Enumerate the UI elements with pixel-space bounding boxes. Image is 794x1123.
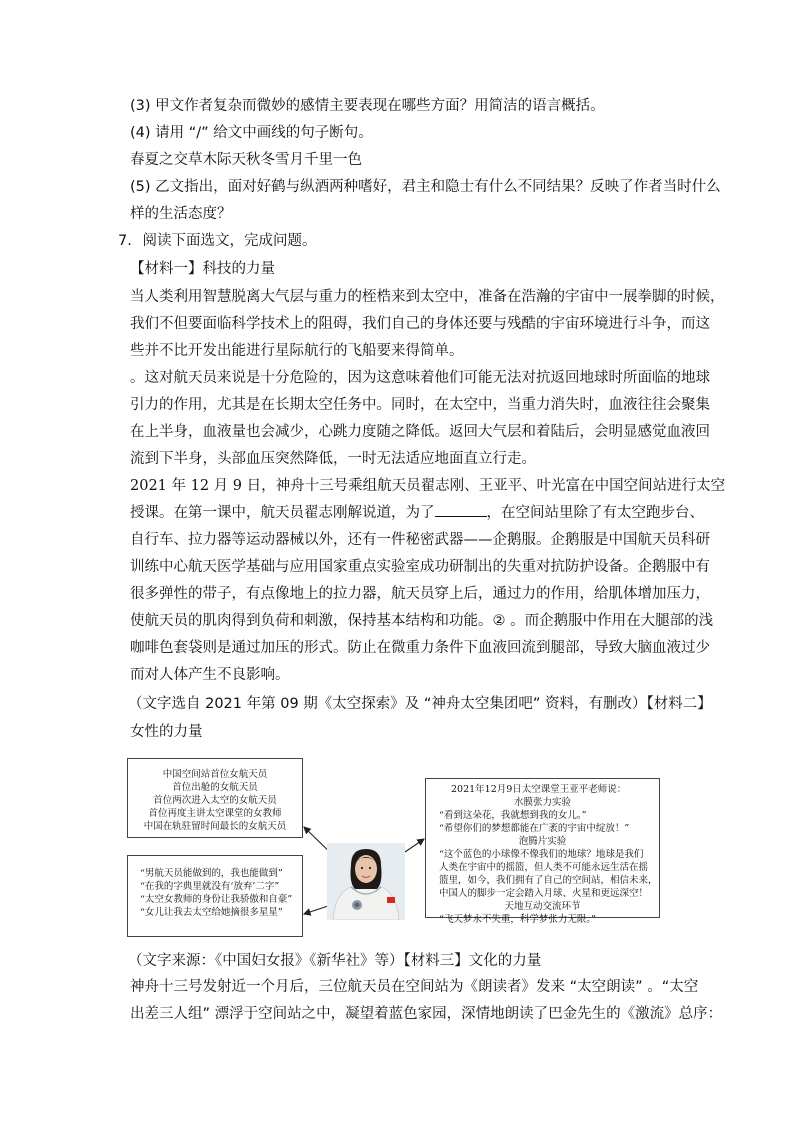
experiment-quote: “飞天梦永不失重，科学梦张力无限。” [439, 914, 596, 925]
experiment-title-3: 天地互动交流环节 [504, 901, 581, 912]
material-2-title: 女性的力量 [130, 724, 203, 740]
title-item: 首位两次进入太空的女航天员 [153, 795, 277, 806]
paragraph-2-line-4: 流到下半身，头部血压突然降低，一时无法适应地面直立行走。 [130, 451, 536, 467]
paragraph-4-line-1: 神舟十三号发射近一个月后，三位航天员在空间站为《朗读者》发来 “太空朗读” 。“太空 [130, 979, 699, 995]
quote-item: “男航天员能做到的，我也能做到” [140, 868, 283, 879]
astronaut-portrait-icon [327, 843, 405, 920]
material-1-title: 【材料一】科技的力量 [130, 261, 275, 277]
experiment-title-1: 水膜张力实验 [513, 797, 571, 808]
paragraph-3-line-5: 很多弹性的带子，有点像地上的拉力器，航天员穿上后，通过力的作用，给肌体增加压力， [130, 586, 710, 602]
quote-item: “女儿让我去太空给她摘很多星星” [140, 907, 283, 918]
experiment-quote: 中国人的脚步一定会踏入月球、火星和更远深空！ [439, 888, 649, 899]
paragraph-3-line-6: 使航天员的肌肉得到负荷和刺激，保持基本结构和功能。② 。而企鹅服中作用在大腿部的浅 [130, 613, 714, 629]
paragraph-2-line-3: 在上半身，血液量也会减少，心跳力度随之降低。返回大气层和着陆后，会明显感觉血液回 [130, 424, 710, 440]
paragraph-2-line-2: 引力的作用，尤其是在长期太空任务中。同时，在太空中，当重力消失时，血液往往会聚集 [130, 397, 710, 413]
experiment-quote: “希望你们的梦想都能在广袤的宇宙中绽放！” [439, 823, 630, 834]
title-item: 中国空间站首位女航天员 [162, 769, 268, 780]
title-item: 中国在轨驻留时间最长的女航天员 [143, 821, 287, 832]
question-4: (4) 请用 “/” 给文中画线的句子断句。 [130, 125, 373, 141]
title-item: 首位出舱的女航天员 [172, 782, 258, 793]
paragraph-3-line-8: 而对人体产生不良影响。 [130, 667, 290, 683]
quote-item: “在我的字典里就没有‘放弃’二字” [140, 881, 280, 892]
space-class-header: 2021年12月9日太空课堂王亚平老师说： [451, 784, 627, 795]
paragraph-3-line-1: 2021 年 12 月 9 日，神舟十三号乘组航天员翟志刚、王亚平、叶光富在中国空间站进行太空 [130, 478, 726, 494]
paragraph-3-line-4: 训练中心航天医学基础与应用国家重点实验室成功研制出的失重对抗防护设备。企鹅服中有 [130, 559, 710, 575]
paragraph-3-line-7: 咖啡色套袋则是通过加压的形式。防止在微重力条件下血液回流到腿部，导致大脑血液过少 [130, 640, 710, 656]
title-item: 首位再度主讲太空课堂的女教师 [148, 808, 282, 819]
question-5-line-1: (5) 乙文指出，面对好鹤与纵酒两种嗜好，君主和隐士有什么不同结果？反映了作者当时什么 [130, 179, 721, 195]
paragraph-3-line-3: 自行车、拉力器等运动器械以外，还有一件秘密武器——企鹅服。企鹅服是中国航天员科研 [130, 532, 710, 548]
paragraph-4-line-2: 出差三人组” 漂浮于空间站之中，凝望着蓝色家园，深情地朗读了巴金先生的《激流》总序： [130, 1006, 723, 1022]
experiment-quote: 篮里，如今，我们拥有了自己的空间站，相信未来， [439, 875, 658, 886]
paragraph-1-line-2: 我们不但要面临科学技术上的阻碍，我们自己的身体还要与残酷的宇宙环境进行斗争，而这 [130, 316, 710, 332]
paragraph-1-line-3: 些并不比开发出能进行星际航行的飞船要来得简单。 [130, 343, 464, 359]
source-note-1: （文字选自 2021 年第 09 期《太空探索》及 “神舟太空集团吧” 资料，有删改）【材料二】 [128, 696, 712, 712]
question-4-sentence: 春夏之交草木际天秋冬雪月千里一色 [130, 152, 362, 168]
paragraph-3-line-2-end: ，在空间站里除了有太空跑步台、 [486, 505, 704, 521]
source-note-2: （文字来源：《中国妇女报》《新华社》等）【材料三】文化的力量 [128, 953, 542, 969]
paragraph-1-line-1: 当人类利用智慧脱离大气层与重力的桎梏来到太空中，准备在浩瀚的宇宙中一展拳脚的时候， [130, 289, 725, 305]
experiment-quote: “看到这朵花，我就想到我的女儿。” [439, 810, 587, 821]
paragraph-3-line-2-start: 授课。在第一课中，航天员翟志刚解说道，为了 [130, 505, 435, 521]
paragraph-2-line-1: 。这对航天员来说是十分危险的，因为这意味着他们可能无法对抗返回地球时所面临的地球 [130, 370, 710, 386]
question-7-number: 7. [118, 233, 132, 249]
experiment-quote: “这个蓝色的小球像不像我们的地球？地球是我们 [439, 849, 644, 860]
question-7-text: 阅读下面选文，完成问题。 [142, 233, 317, 249]
experiment-quote: 人类在宇宙中的摇篮，但人类不可能永远生活在摇 [439, 862, 649, 873]
question-5-line-2: 样的生活态度？ [130, 206, 232, 222]
experiment-title-2: 泡腾片实验 [518, 836, 567, 847]
quote-item: “太空女教师的身份让我骄傲和自豪” [140, 894, 293, 905]
question-3: (3) 甲文作者复杂而微妙的感情主要表现在哪些方面？用简洁的语言概括。 [130, 98, 605, 114]
